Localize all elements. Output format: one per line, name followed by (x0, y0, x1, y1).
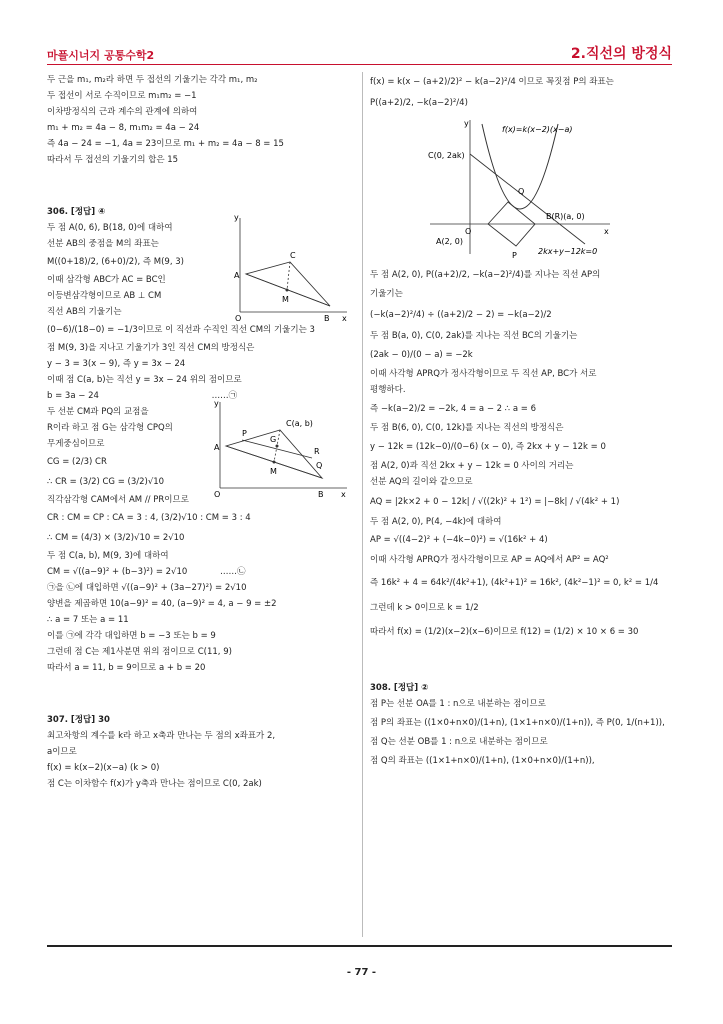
fig3-q-label: Q (518, 187, 525, 196)
column-divider (362, 72, 363, 937)
text-line: 이때 삼각형 ABC가 AC = BC인 (47, 275, 166, 285)
text-line: 두 점 A(2, 0), P((a+2)/2, −k(a−2)²/4)를 지나는 직선 AP의 (370, 270, 601, 280)
text-line: f(x) = k(x − (a+2)/2)² − k(a−2)²/4 이므로 꼭짓점 P의 좌표는 (370, 77, 614, 87)
text-line: AP = √((4−2)² + (−4k−0)²) = √(16k² + 4) (370, 535, 548, 545)
fig2-b-label: B (318, 490, 324, 498)
text-line: M((0+18)/2, (6+0)/2), 즉 M(9, 3) (47, 257, 184, 267)
text-line: 점 P의 좌표는 ((1×0+n×0)/(1+n), (1×1+n×0)/(1+n)), 즉 P(0, 1/(n+1)), (370, 718, 665, 728)
text-line: 이등변삼각형이므로 AB ⊥ CM (47, 291, 162, 301)
text-line: 즉 4a − 24 = −1, 4a = 23이므로 m₁ + m₂ = 4a − 8 = 15 (47, 139, 284, 149)
footer-rule (47, 945, 672, 947)
text-line: 점 Q는 선분 OB를 1 : n으로 내분하는 점이므로 (370, 737, 548, 747)
text-line: 점 Q의 좌표는 ((1×1+n×0)/(1+n), (1×0+n×0)/(1+n)), (370, 756, 595, 766)
text-line: 그런데 k > 0이므로 k = 1/2 (370, 603, 479, 613)
left-column (47, 72, 353, 792)
fig1-y-label: y (234, 213, 239, 222)
text-line: R이라 하고 점 G는 삼각형 CPQ의 (47, 423, 173, 433)
fig1-c-label: C (290, 251, 296, 260)
fig1-m-label: M (282, 295, 289, 304)
text-line: P((a+2)/2, −k(a−2)²/4) (370, 98, 468, 108)
text-line: 즉 16k² + 4 = 64k²/(4k²+1), (4k²+1)² = 16k², (4k²−1)² = 0, k² = 1/4 (370, 578, 659, 588)
text-line: 그런데 점 C는 제1사분면 위의 점이므로 C(11, 9) (47, 647, 232, 657)
text-line: 이때 점 C(a, b)는 직선 y = 3x − 24 위의 점이므로 (47, 375, 242, 385)
page-number: - 77 - (346, 967, 377, 978)
text-line: 두 점 A(2, 0), P(4, −4k)에 대하여 (370, 517, 502, 527)
header-rule (47, 64, 672, 65)
text-line: 두 점 B(a, 0), C(0, 2ak)를 지나는 직선 BC의 기울기는 (370, 331, 578, 341)
fig3-b-label: B(R)(a, 0) (546, 212, 585, 221)
text-line: 직각삼각형 CAM에서 AM // PR이므로 (47, 495, 189, 505)
text-line: ∴ CR = (3/2) CG = (3/2)√10 (47, 477, 165, 487)
text-line: 선분 AB의 중점을 M의 좌표는 (47, 239, 159, 249)
text-line: a이므로 (47, 747, 77, 757)
text-line: f(x) = k(x−2)(x−a) (k > 0) (47, 763, 160, 773)
book-title: 마플시너지 공통수학2 (47, 49, 155, 62)
text-line: m₁ + m₂ = 4a − 8, m₁m₂ = 4a − 24 (47, 123, 200, 133)
fig2-p-label: P (242, 429, 247, 438)
text-line: 두 선분 CM과 PQ의 교점을 (47, 407, 149, 417)
text-line: 평행하다. (370, 385, 406, 395)
text-line: (−k(a−2)²/4) ÷ ((a+2)/2 − 2) = −k(a−2)/2 (370, 310, 552, 320)
text-line: (2ak − 0)/(0 − a) = −2k (370, 350, 473, 360)
text-line: 이때 사각형 APRQ가 정사각형이므로 AP = AQ에서 AP² = AQ² (370, 555, 609, 565)
text-line: 두 점 C(a, b), M(9, 3)에 대하여 (47, 551, 169, 561)
equation-mark-1: ……㉠ (211, 391, 238, 401)
text-line: (0−6)/(18−0) = −1/3이므로 이 직선과 수직인 직선 CM의 기울기는 3 (47, 325, 315, 335)
text-line: CR : CM = CP : CA = 3 : 4, (3/2)√10 : CM = 3 : 4 (47, 513, 251, 523)
text-line: ∴ CM = (4/3) × (3/2)√10 = 2√10 (47, 533, 185, 543)
text-line: 두 점 B(6, 0), C(0, 12k)를 지나는 직선의 방정식은 (370, 423, 564, 433)
question-306-heading: 306. [정답] ④ (47, 207, 106, 217)
text-line: 따라서 f(x) = (1/2)(x−2)(x−6)이므로 f(12) = (1/2) × 10 × 6 = 30 (370, 627, 639, 637)
text-line: 무게중심이므로 (47, 439, 105, 449)
fig3-a-label: A(2, 0) (436, 237, 463, 246)
fig3-y-label: y (464, 119, 469, 128)
fig1-o-label: O (235, 314, 242, 322)
text-line: 두 점 A(0, 6), B(18, 0)에 대하여 (47, 223, 173, 233)
text-line: 기울기는 (370, 289, 403, 299)
equation: b = 3a − 24 (47, 391, 99, 401)
fig2-q-label: Q (316, 461, 323, 470)
text-line: 점 C는 이차함수 f(x)가 y축과 만나는 점이므로 C(0, 2ak) (47, 779, 262, 789)
fig3-line-label: 2kx+y−12k=0 (538, 247, 598, 256)
text-line: 최고차항의 계수를 k라 하고 x축과 만나는 두 점의 x좌표가 2, (47, 731, 276, 741)
fig3-x-label: x (604, 227, 609, 236)
fig2-x-label: x (341, 490, 346, 498)
text-line (47, 564, 353, 580)
chapter-title: 2.직선의 방정식 (570, 46, 672, 62)
fig1-a-label: A (234, 271, 240, 280)
text-line: 두 접선이 서로 수직이므로 m₁m₂ = −1 (47, 91, 197, 101)
question-308-heading: 308. [정답] ② (370, 683, 429, 693)
fig2-o-label: O (214, 490, 221, 498)
text-line: 이를 ㉠에 각각 대입하면 b = −3 또는 b = 9 (47, 631, 216, 641)
fig2-c-label: C(a, b) (286, 419, 313, 428)
text-line: 두 근을 m₁, m₂라 하면 두 접선의 기울기는 각각 m₁, m₂ (47, 75, 258, 85)
fig2-m-label: M (270, 467, 277, 476)
fig2-a-label: A (214, 443, 220, 452)
right-column (370, 72, 676, 772)
text-line: 이차방정식의 근과 계수의 관계에 의하여 (47, 107, 198, 117)
figure-parabola (370, 114, 676, 264)
fig2-r-label: R (314, 447, 320, 456)
fig2-y-label: y (214, 399, 219, 408)
figure-triangle-abc (232, 212, 352, 322)
text-line: 양변을 제곱하면 10(a−9)² = 40, (a−9)² = 4, a − 9 = ±2 (47, 599, 277, 609)
text-line: ㉠을 ㉡에 대입하면 √((a−9)² + (3a−27)²) = 2√10 (47, 583, 247, 593)
text-line: y − 12k = (12k−0)/(0−6) (x − 0), 즉 2kx + y − 12k = 0 (370, 442, 606, 452)
text-line: AQ = |2k×2 + 0 − 12k| / √((2k)² + 1²) = |−8k| / √(4k² + 1) (370, 497, 620, 507)
fig1-b-label: B (324, 314, 330, 322)
equation: CM = √((a−9)² + (b−3)²) = 2√10 (47, 567, 188, 577)
fig3-c-label: C(0, 2ak) (428, 151, 465, 160)
text-line: ∴ a = 7 또는 a = 11 (47, 615, 129, 625)
text-line: 점 M(9, 3)을 지나고 기울기가 3인 직선 CM의 방정식은 (47, 343, 255, 353)
fig3-p-label: P (512, 251, 517, 260)
question-307-heading: 307. [정답] 30 (47, 715, 110, 725)
equation-mark-2: ……㉡ (219, 567, 246, 577)
text-line: 선분 AQ의 길이와 같으므로 (370, 477, 473, 487)
text-line: 점 P는 선분 OA를 1 : n으로 내분하는 점이므로 (370, 699, 546, 709)
text-line: 즉 −k(a−2)/2 = −2k, 4 = a − 2 ∴ a = 6 (370, 404, 537, 414)
text-line: 이때 사각형 APRQ가 정사각형이므로 두 직선 AP, BC가 서로 (370, 369, 597, 379)
text-line: 따라서 a = 11, b = 9이므로 a + b = 20 (47, 663, 206, 673)
text-line: CG = (2/3) CR (47, 457, 107, 467)
figure-centroid (212, 398, 352, 498)
text-line: 따라서 두 접선의 기울기의 합은 15 (47, 155, 179, 165)
fig3-o-label: O (465, 227, 472, 236)
text-line: y − 3 = 3(x − 9), 즉 y = 3x − 24 (47, 359, 186, 369)
text-line: 점 A(2, 0)과 직선 2kx + y − 12k = 0 사이의 거리는 (370, 461, 574, 471)
fig2-g-label: G (270, 435, 277, 444)
text-line: 직선 AB의 기울기는 (47, 307, 122, 317)
fig3-curve-label: f(x)=k(x−2)(x−a) (502, 125, 573, 134)
fig1-x-label: x (342, 314, 347, 322)
